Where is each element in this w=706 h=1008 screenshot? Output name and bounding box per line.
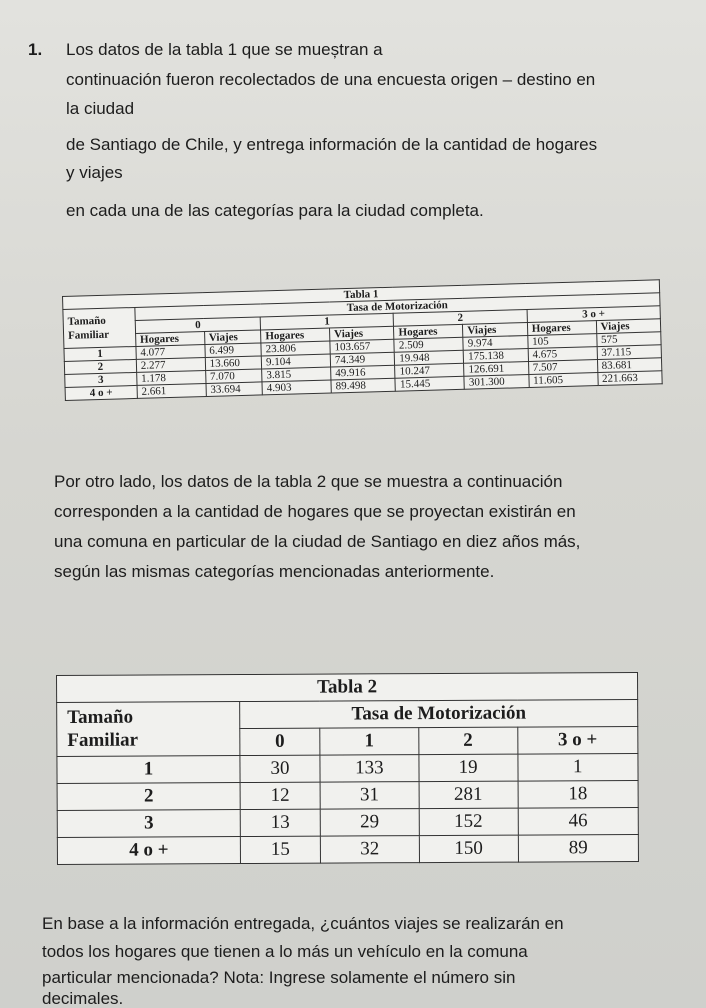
table-2-size-header <box>57 702 240 757</box>
table-2-level-3: 3 o + <box>517 726 638 754</box>
table-1-level-1: 1 <box>260 313 394 330</box>
table-1-title: Tabla 1 <box>63 280 660 310</box>
table-1-size-header <box>63 307 136 348</box>
table-1-cell: 6.499 <box>205 343 262 358</box>
table-1-cell: 1 <box>64 346 136 361</box>
table-1-cell: 15.445 <box>395 376 464 391</box>
footer-text-line-3: particular mencionada? Nota: Ingrese solamente el número sin <box>42 968 516 987</box>
table-1-subheader: Viajes <box>596 319 661 334</box>
table-2-cell: 19 <box>419 754 518 782</box>
table-1-cell: 2 <box>64 359 136 374</box>
table-1-cell: 13.660 <box>205 356 262 371</box>
table-1-cell: 4.077 <box>136 345 205 360</box>
table-2-rate-header: Tasa de Motorización <box>240 699 638 728</box>
table-1-cell: 4.903 <box>262 380 331 395</box>
table-2-cell: 13 <box>240 809 320 836</box>
question-line-4: de Santiago de Chile, y entrega información de la cantidad de hogares <box>66 135 598 154</box>
table-1-cell: 19.948 <box>395 350 464 365</box>
table-1-subheader: Hogares <box>135 332 204 347</box>
footer-text-line-4: decimales. <box>42 989 124 1008</box>
table-row <box>57 807 638 837</box>
table-2-cell: 32 <box>320 836 419 864</box>
table-1-size-label: Tamaño <box>67 314 106 328</box>
table-1-level-3: 3 o + <box>527 306 661 323</box>
table-1-cell: 103.657 <box>330 339 395 354</box>
table-2-cell: 15 <box>240 836 320 863</box>
table-2-cell: 1 <box>517 753 638 781</box>
table-2-cell: 30 <box>240 755 320 782</box>
table-row <box>57 834 638 864</box>
table-2-cell: 4 o + <box>57 837 240 865</box>
mid-text-line-4: según las mismas categorías mencionadas anteriormente. <box>54 562 495 581</box>
table-1-cell: 83.681 <box>597 358 662 373</box>
table-2-cell: 3 <box>57 810 240 838</box>
table-row <box>57 753 638 783</box>
table-2-cell: 281 <box>419 781 518 809</box>
table-2-cell: 12 <box>240 782 320 809</box>
table-1-cell: 2.509 <box>394 337 463 352</box>
table-1-cell: 7.507 <box>528 360 597 375</box>
table-1-cell: 4.675 <box>528 347 597 362</box>
table-2-cell: 89 <box>518 834 639 862</box>
table-1-cell: 10.247 <box>395 363 464 378</box>
question-line-1: Los datos de la tabla 1 que se mueștran a <box>66 40 383 59</box>
question-line-3: la ciudad <box>66 99 135 118</box>
table-2-cell: 31 <box>320 782 419 810</box>
table-1-cell: 126.691 <box>464 362 529 377</box>
table-1-family-label: Familiar <box>67 328 110 342</box>
question-line-5: y viajes <box>66 163 123 182</box>
footer-text-line-2: todos los hogares que tienen a lo más un vehículo en la comuna <box>42 942 528 961</box>
table-1-cell: 23.806 <box>261 341 330 356</box>
table-1-cell: 7.070 <box>205 369 262 384</box>
table-2 <box>56 672 639 865</box>
table-2-cell: 133 <box>320 755 419 783</box>
table-1-cell: 575 <box>596 332 661 347</box>
table-2-size-label: Tamaño <box>67 706 134 728</box>
table-1-cell: 301.300 <box>464 375 529 390</box>
table-1-cell: 4 o + <box>65 385 137 400</box>
table-1-level-0: 0 <box>135 317 261 333</box>
table-2-cell: 18 <box>518 780 639 808</box>
table-1-cell: 89.498 <box>331 378 396 393</box>
table-1-cell: 33.694 <box>206 382 263 397</box>
question-line-6: en cada una de las categorías para la ciudad completa. <box>66 201 484 220</box>
footer-text-line-1: En base a la información entregada, ¿cuántos viajes se realizarán en <box>42 914 564 933</box>
table-2-cell: 2 <box>57 783 240 811</box>
table-2-level-2: 2 <box>418 727 517 755</box>
table-1-cell: 221.663 <box>597 371 662 386</box>
mid-text-line-3: una comuna en particular de la ciudad de Santiago en diez años más, <box>54 532 581 551</box>
table-1-subheader: Viajes <box>463 323 528 338</box>
table-1-cell: 11.605 <box>529 373 598 388</box>
table-1-cell: 105 <box>527 334 596 349</box>
table-2-title: Tabla 2 <box>57 672 638 702</box>
table-1-cell: 9.104 <box>261 354 330 369</box>
mid-text-line-2: corresponden a la cantidad de hogares que se proyectan existirán en <box>54 502 576 521</box>
mid-text-line-1: Por otro lado, los datos de la tabla 2 que se muestra a continuación <box>54 472 563 491</box>
question-line-2: continuación fueron recolectados de una encuesta origen – destino en <box>66 70 596 89</box>
table-1-subheader: Hogares <box>261 328 330 343</box>
table-1-cell: 3.815 <box>262 367 331 382</box>
table-2-cell: 46 <box>518 807 639 835</box>
table-1-cell: 2.661 <box>137 384 206 399</box>
table-1 <box>62 279 663 401</box>
table-1-subheader: Hogares <box>394 324 463 339</box>
table-1-cell: 3 <box>65 372 137 387</box>
table-1-subheader: Viajes <box>204 330 261 345</box>
table-2-cell: 152 <box>419 808 518 836</box>
table-1-level-2: 2 <box>394 310 528 327</box>
table-2-cell: 1 <box>57 756 240 784</box>
table-2-family-label: Familiar <box>67 729 139 751</box>
table-1-cell: 175.138 <box>463 349 528 364</box>
table-1-subheader: Viajes <box>330 326 395 341</box>
table-2-cell: 150 <box>419 835 518 863</box>
table-2-cell: 29 <box>320 809 419 837</box>
table-1-cell: 74.349 <box>330 352 395 367</box>
table-2-level-0: 0 <box>240 728 320 755</box>
table-2-level-1: 1 <box>320 728 419 756</box>
table-1-rate-header: Tasa de Motorización <box>135 293 660 321</box>
table-row <box>57 780 638 810</box>
table-1-cell: 1.178 <box>136 371 205 386</box>
table-1-cell: 2.277 <box>136 358 205 373</box>
question-number: 1. <box>28 40 43 59</box>
table-1-cell: 49.916 <box>331 365 396 380</box>
table-1-subheader: Hogares <box>527 321 596 336</box>
table-1-cell: 37.115 <box>597 345 662 360</box>
table-1-cell: 9.974 <box>463 336 528 351</box>
